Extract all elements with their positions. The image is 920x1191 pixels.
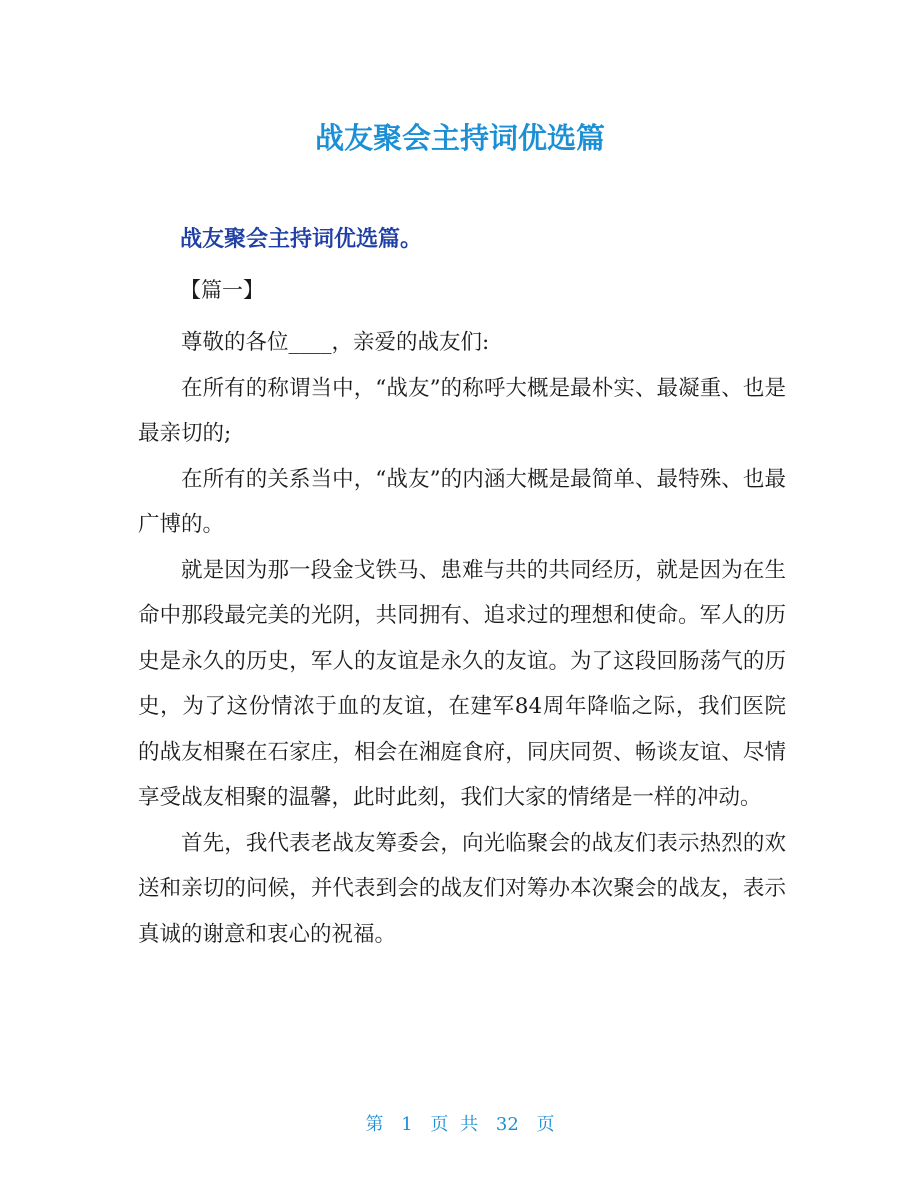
page-footer — [0, 1110, 920, 1140]
section-label: 【篇一】 — [180, 278, 264, 302]
document-subtitle: 战友聚会主持词优选篇。 — [180, 227, 423, 252]
footer-mid: 页 共 — [430, 1114, 479, 1135]
paragraph-2: 在所有的关系当中，“战友”的内涵大概是最简单、最特殊、也最广博的。 — [138, 466, 786, 537]
paragraph-greeting: 尊敬的各位____，亲爱的战友们: — [181, 330, 490, 355]
paragraph-4: 首先，我代表老战友筹委会，向光临聚会的战友们表示热烈的欢送和亲切的问候，并代表到会的战友们对筹办本次聚会的战友，表示真诚的谢意和衷心的祝福。 — [138, 830, 786, 947]
document-title: 战友聚会主持词优选篇 — [314, 121, 605, 155]
paragraph-3: 就是因为那一段金戈铁马、患难与共的共同经历，就是因为在生命中那段最完美的光阴，共同拥有、追求过的理想和使命。军人的历史是永久的历史，军人的友谊是永久的友谊。为了这段回肠荡气的历史，为了这份情浓于血的友谊，在建军84周年降临之际，我们医院的战友相聚在石家庄，相会在湘庭食府，同庆同贺、畅谈友谊、尽情享受战友相聚的温馨，此时此刻，我们大家的情绪是一样的冲动。 — [138, 557, 786, 810]
footer-prefix: 第 — [365, 1114, 384, 1135]
footer-current-page: 1 — [401, 1114, 413, 1135]
footer-suffix: 页 — [536, 1114, 555, 1135]
footer-total-pages: 32 — [495, 1114, 519, 1135]
body-text — [138, 320, 786, 957]
paragraph-1: 在所有的称谓当中，“战友”的称呼大概是最朴实、最凝重、也是最亲切的; — [138, 375, 786, 446]
